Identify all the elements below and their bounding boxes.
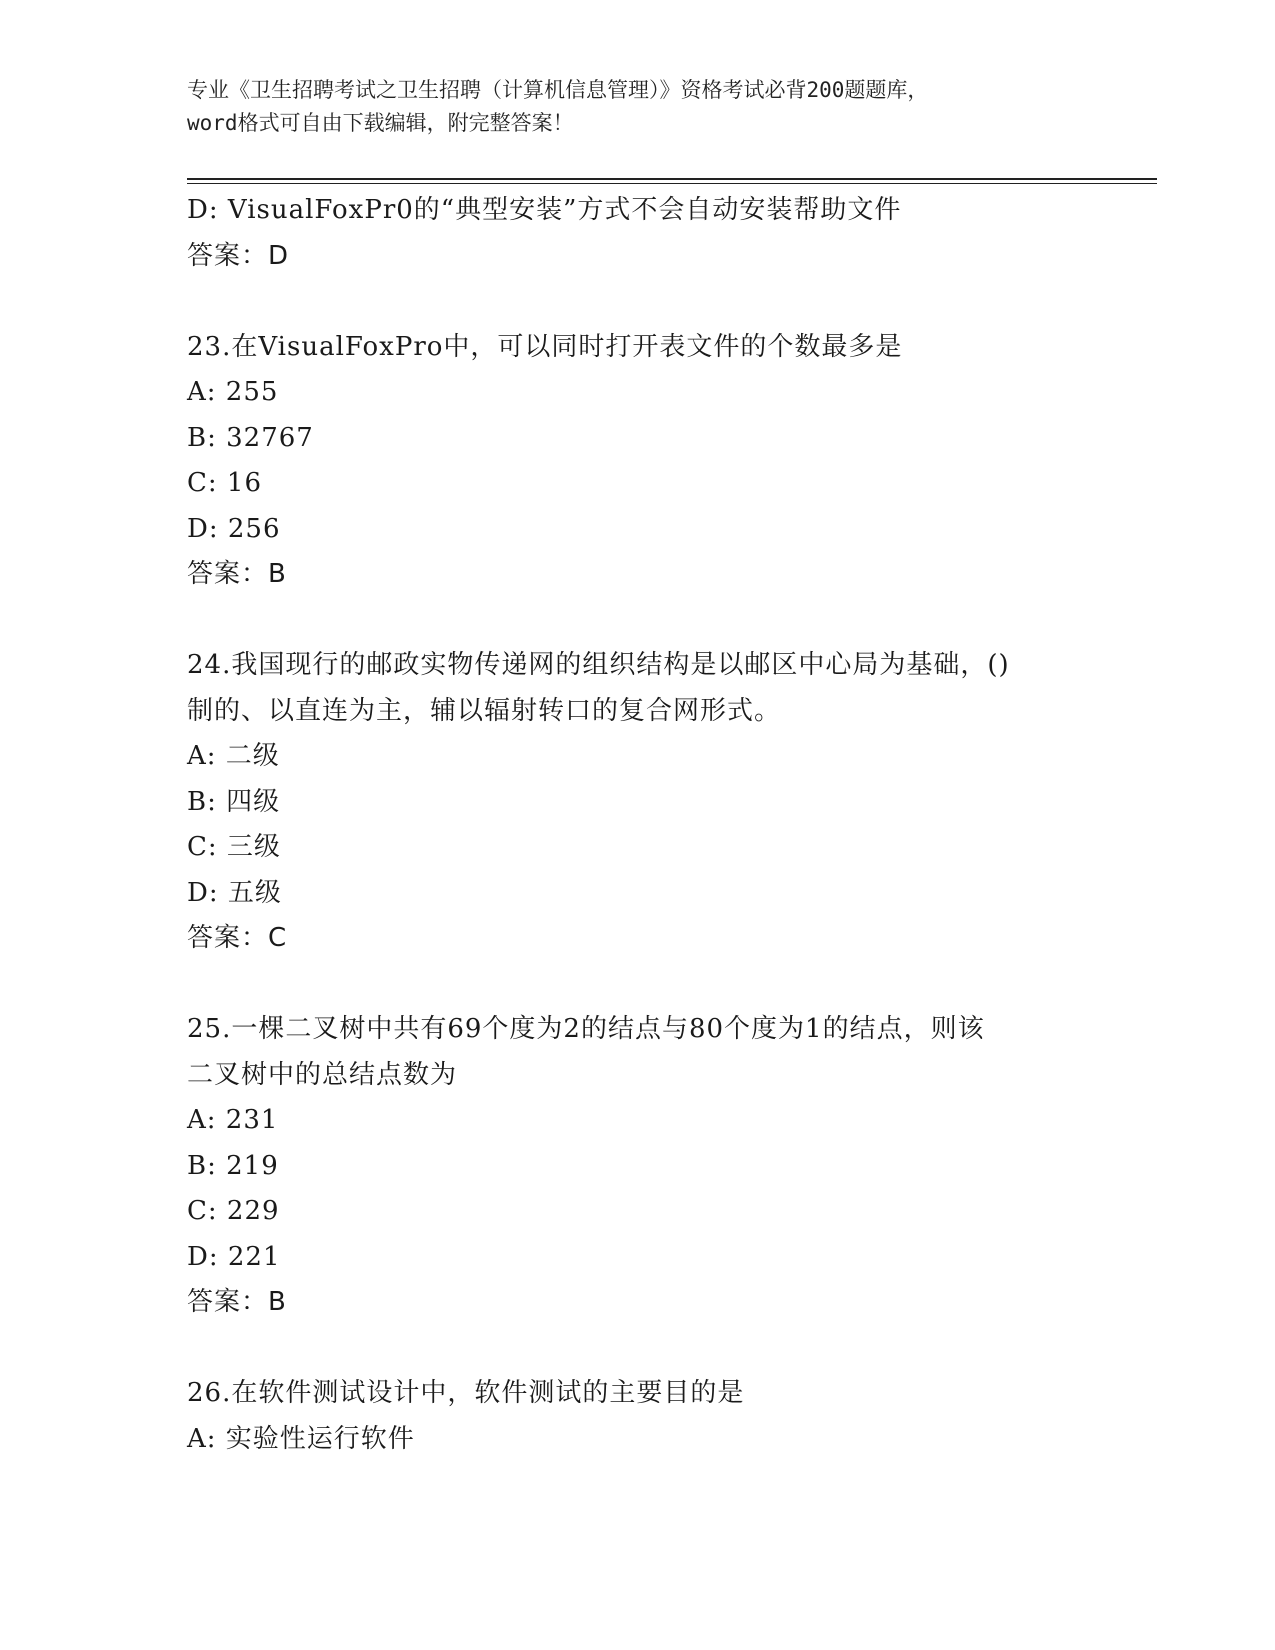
question-text: 26.在软件测试设计中，软件测试的主要目的是 [187, 1378, 745, 1408]
option-b: B: 四级 [187, 786, 281, 817]
question-text: 23.在VisualFoxPro中，可以同时打开表文件的个数最多是 [187, 331, 903, 362]
question-list [187, 188, 1087, 1462]
option-d: D: 256 [187, 513, 281, 544]
option-a: A: 二级 [187, 741, 280, 771]
answer: 答案：B [187, 559, 287, 589]
spacer [187, 279, 1087, 325]
option-d: D: 五级 [187, 877, 282, 908]
spacer [187, 962, 1087, 1008]
header-divider-thick [187, 178, 1157, 180]
header-line-2: word格式可自由下载编辑，附完整答案！ [187, 111, 574, 135]
header-line-1: 专业《卫生招聘考试之卫生招聘（计算机信息管理）》资格考试必背200题题库， [187, 78, 929, 102]
question-block-26 [187, 1371, 1087, 1462]
option-a: A: 实验性运行软件 [187, 1423, 415, 1454]
option-c: C: 229 [187, 1196, 280, 1226]
question-text-line-2: 二叉树中的总结点数为 [187, 1059, 458, 1090]
question-block-25 [187, 1007, 1087, 1326]
option-c: C: 16 [187, 468, 263, 498]
option-d: D: 221 [187, 1241, 281, 1272]
option-c: C: 三级 [187, 832, 281, 862]
question-text-line-1: 24.我国现行的邮政实物传递网的组织结构是以邮区中心局为基础，() [187, 650, 1010, 680]
spacer [187, 598, 1087, 644]
header-divider-thin [187, 183, 1157, 184]
question-text-line-2: 制的、以直连为主，辅以辐射转口的复合网形式。 [187, 695, 782, 726]
option-b: B: 32767 [187, 422, 314, 453]
option-d: D: VisualFoxPr0的“典型安装”方式不会自动安装帮助文件 [187, 195, 902, 225]
option-b: B: 219 [187, 1150, 279, 1181]
document-header [187, 74, 1087, 140]
option-a: A: 255 [187, 377, 279, 407]
question-text-line-1: 25.一棵二叉树中共有69个度为2的结点与80个度为1的结点，则该 [187, 1014, 985, 1044]
spacer [187, 1326, 1087, 1372]
question-block-24 [187, 643, 1087, 962]
option-a: A: 231 [187, 1105, 279, 1135]
question-block-23 [187, 325, 1087, 598]
answer: 答案：D [187, 240, 290, 271]
question-block-22 [187, 188, 1087, 279]
answer: 答案：B [187, 1287, 287, 1317]
answer: 答案：C [187, 923, 288, 953]
